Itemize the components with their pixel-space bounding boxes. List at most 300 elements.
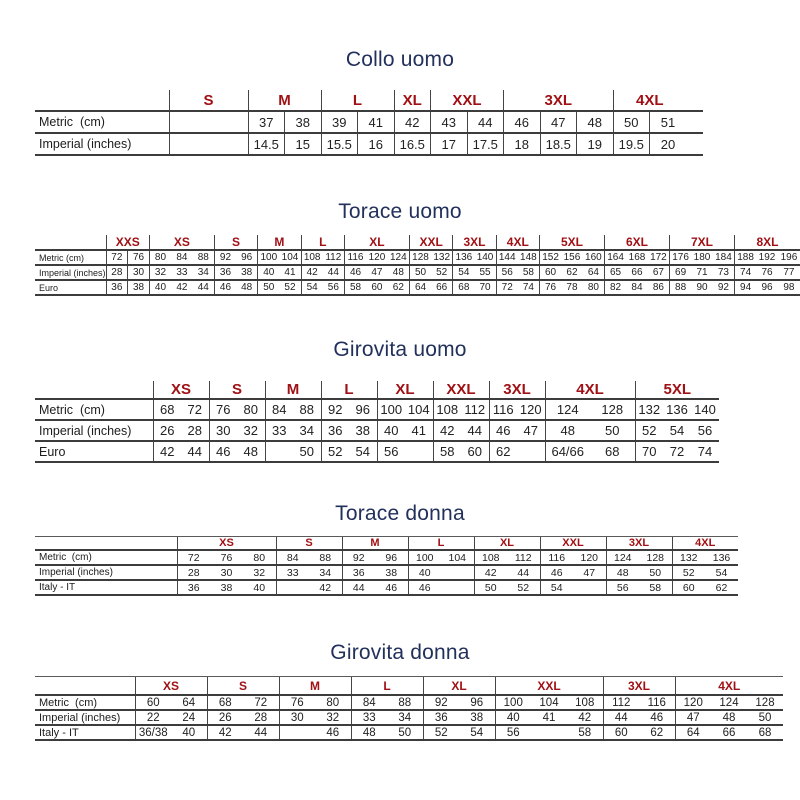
size-cell: 41 xyxy=(358,111,395,133)
size-cell: 16.5 xyxy=(394,133,431,155)
size-cell: 42 xyxy=(153,441,181,462)
size-cell: 46 xyxy=(504,111,541,133)
size-cell: 37 xyxy=(248,111,285,133)
size-cell: 77 xyxy=(778,265,800,280)
size-cell: 136 xyxy=(663,399,691,420)
size-cell: 50 xyxy=(387,725,423,740)
size-cell: 112 xyxy=(323,250,345,265)
size-cell: 33 xyxy=(171,265,193,280)
size-header-girovita-uomo-s: S xyxy=(209,381,265,399)
size-cell: 40 xyxy=(258,265,280,280)
size-cell xyxy=(441,565,474,580)
size-cell: 15 xyxy=(285,133,322,155)
size-cell: 47 xyxy=(517,420,545,441)
size-cell: 50 xyxy=(258,280,280,295)
size-cell: 40 xyxy=(408,565,441,580)
size-cell: 36 xyxy=(423,710,459,725)
size-cell: 44 xyxy=(323,265,345,280)
size-header-collo-uomo-xl: XL xyxy=(394,90,431,111)
size-cell: 120 xyxy=(573,550,606,565)
size-cell: 52 xyxy=(279,280,301,295)
size-cell: 46 xyxy=(315,725,351,740)
size-cell: 88 xyxy=(387,695,423,710)
size-cell: 30 xyxy=(209,420,237,441)
size-cell: 46 xyxy=(489,420,517,441)
size-cell: 112 xyxy=(603,695,639,710)
size-cell: 68 xyxy=(207,695,243,710)
size-cell: 76 xyxy=(210,550,243,565)
size-cell: 51 xyxy=(650,111,687,133)
size-header-girovita-uomo-3xl: 3XL xyxy=(489,381,545,399)
size-header-torace-uomo-xs: XS xyxy=(149,235,214,250)
size-cell: 64 xyxy=(409,280,431,295)
size-header-collo-uomo-4xl: 4XL xyxy=(613,90,686,111)
table-row xyxy=(35,580,738,595)
size-cell: 84 xyxy=(276,550,309,565)
size-header-torace-donna-4xl: 4XL xyxy=(672,537,738,551)
size-cell: 128 xyxy=(639,550,672,565)
size-cell: 28 xyxy=(181,420,209,441)
size-cell: 108 xyxy=(474,550,507,565)
size-cell: 60 xyxy=(135,695,171,710)
size-cell: 32 xyxy=(149,265,171,280)
size-cell: 90 xyxy=(691,280,713,295)
size-header-torace-uomo-xxs: XXS xyxy=(106,235,149,250)
row-label: Imperial (inches) xyxy=(35,420,153,441)
size-cell: 76 xyxy=(756,265,778,280)
size-cell: 116 xyxy=(540,550,573,565)
size-cell: 44 xyxy=(243,725,279,740)
table-row xyxy=(35,420,719,441)
table-title-collo-uomo: Collo uomo xyxy=(345,48,455,71)
size-cell: 108 xyxy=(567,695,603,710)
size-cell: 20 xyxy=(650,133,687,155)
size-cell: 76 xyxy=(209,399,237,420)
size-cell: 68 xyxy=(747,725,783,740)
row-label: Imperial (inches) xyxy=(35,133,169,155)
size-cell: 98 xyxy=(778,280,800,295)
size-cell: 140 xyxy=(691,399,719,420)
size-cell: 56 xyxy=(377,441,405,462)
size-cell: 42 xyxy=(207,725,243,740)
size-cell: 72 xyxy=(243,695,279,710)
size-cell: 58 xyxy=(639,580,672,595)
size-cell: 41 xyxy=(531,710,567,725)
size-cell: 22 xyxy=(135,710,171,725)
size-cell: 26 xyxy=(153,420,181,441)
size-cell: 76 xyxy=(128,250,150,265)
table-title-girovita-uomo: Girovita uomo xyxy=(333,338,467,361)
size-cell: 124 xyxy=(545,399,590,420)
size-cell: 50 xyxy=(474,580,507,595)
size-cell xyxy=(405,441,433,462)
size-cell: 40 xyxy=(495,710,531,725)
row-label: Italy - IT xyxy=(35,725,135,740)
size-cell: 67 xyxy=(648,265,670,280)
table-row xyxy=(35,265,800,280)
size-cell: 54 xyxy=(301,280,323,295)
size-cell: 28 xyxy=(106,265,128,280)
size-cell: 42 xyxy=(474,565,507,580)
size-cell: 96 xyxy=(756,280,778,295)
size-cell: 84 xyxy=(626,280,648,295)
table-row xyxy=(35,441,719,462)
size-cell: 104 xyxy=(441,550,474,565)
size-cell: 184 xyxy=(713,250,735,265)
size-cell: 88 xyxy=(309,550,342,565)
size-header-collo-uomo-m: M xyxy=(248,90,321,111)
size-cell: 92 xyxy=(342,550,375,565)
size-cell: 47 xyxy=(675,710,711,725)
size-header-torace-donna-m: M xyxy=(342,537,408,551)
table-title-girovita-donna: Girovita donna xyxy=(330,641,470,664)
size-cell: 52 xyxy=(321,441,349,462)
table-row xyxy=(35,695,783,710)
size-cell: 55 xyxy=(474,265,496,280)
size-header-girovita-donna-l: L xyxy=(351,677,423,696)
size-cell: 52 xyxy=(672,565,705,580)
size-cell: 132 xyxy=(635,399,663,420)
size-cell: 68 xyxy=(453,280,475,295)
size-cell: 80 xyxy=(237,399,265,420)
size-header-girovita-donna-m: M xyxy=(279,677,351,696)
size-cell: 60 xyxy=(603,725,639,740)
size-cell: 36 xyxy=(214,265,236,280)
corner-cell xyxy=(35,235,106,250)
size-header-torace-uomo-3xl: 3XL xyxy=(453,235,496,250)
row-label: Euro xyxy=(35,441,153,462)
size-cell: 72 xyxy=(663,441,691,462)
size-cell: 100 xyxy=(377,399,405,420)
size-cell: 74 xyxy=(518,280,540,295)
size-cell: 70 xyxy=(635,441,663,462)
size-cell: 26 xyxy=(207,710,243,725)
size-cell: 33 xyxy=(265,420,293,441)
size-cell: 40 xyxy=(171,725,207,740)
size-cell: 54 xyxy=(453,265,475,280)
size-cell: 47 xyxy=(540,111,577,133)
size-cell: 36 xyxy=(342,565,375,580)
size-cell: 104 xyxy=(405,399,433,420)
size-cell: 64 xyxy=(583,265,605,280)
size-cell: 152 xyxy=(539,250,561,265)
size-header-girovita-uomo-xl: XL xyxy=(377,381,433,399)
size-table-collo-uomo xyxy=(35,90,703,156)
size-cell: 50 xyxy=(293,441,321,462)
row-label: Metric (cm) xyxy=(35,111,169,133)
size-cell: 42 xyxy=(567,710,603,725)
size-cell xyxy=(169,111,248,133)
size-cell: 50 xyxy=(639,565,672,580)
size-cell: 92 xyxy=(713,280,735,295)
size-cell: 44 xyxy=(181,441,209,462)
size-cell: 96 xyxy=(375,550,408,565)
size-cell: 62 xyxy=(489,441,517,462)
size-header-girovita-uomo-xs: XS xyxy=(153,381,209,399)
size-cell: 86 xyxy=(648,280,670,295)
size-header-torace-donna-3xl: 3XL xyxy=(606,537,672,551)
size-cell: 34 xyxy=(387,710,423,725)
row-label: Metric (cm) xyxy=(35,550,177,565)
size-table-girovita-donna xyxy=(35,676,783,741)
size-header-girovita-donna-4xl: 4XL xyxy=(675,677,783,696)
section-collo-uomo xyxy=(0,48,800,156)
size-cell: 18.5 xyxy=(540,133,577,155)
size-cell: 164 xyxy=(604,250,626,265)
size-cell: 39 xyxy=(321,111,358,133)
size-cell: 47 xyxy=(366,265,388,280)
size-cell: 56 xyxy=(606,580,639,595)
size-cell: 38 xyxy=(459,710,495,725)
size-cell: 74 xyxy=(691,441,719,462)
size-cell: 112 xyxy=(507,550,540,565)
size-header-girovita-uomo-m: M xyxy=(265,381,321,399)
size-cell: 104 xyxy=(279,250,301,265)
size-header-girovita-donna-xl: XL xyxy=(423,677,495,696)
table-row xyxy=(35,565,738,580)
size-cell: 40 xyxy=(149,280,171,295)
size-header-girovita-uomo-xxl: XXL xyxy=(433,381,489,399)
corner-cell xyxy=(35,677,135,696)
size-cell: 92 xyxy=(423,695,459,710)
size-cell: 54 xyxy=(459,725,495,740)
size-cell: 66 xyxy=(431,280,453,295)
size-cell: 44 xyxy=(467,111,504,133)
size-cell xyxy=(573,580,606,595)
size-cell: 17.5 xyxy=(467,133,504,155)
size-table-torace-donna xyxy=(35,536,738,596)
size-cell: 14.5 xyxy=(248,133,285,155)
size-cell: 72 xyxy=(496,280,518,295)
size-cell: 41 xyxy=(279,265,301,280)
row-label: Metric (cm) xyxy=(35,250,106,265)
size-cell xyxy=(531,725,567,740)
size-cell: 46 xyxy=(214,280,236,295)
size-cell: 17 xyxy=(431,133,468,155)
size-cell: 50 xyxy=(590,420,635,441)
section-torace-uomo xyxy=(0,200,800,296)
size-cell: 76 xyxy=(279,695,315,710)
size-cell: 136 xyxy=(453,250,475,265)
size-cell: 80 xyxy=(243,550,276,565)
section-girovita-uomo xyxy=(0,338,800,463)
size-cell: 52 xyxy=(635,420,663,441)
size-header-torace-uomo-5xl: 5XL xyxy=(539,235,604,250)
size-cell: 19.5 xyxy=(613,133,650,155)
size-cell: 54 xyxy=(663,420,691,441)
size-cell: 72 xyxy=(177,550,210,565)
row-label: Imperial (inches) xyxy=(35,710,135,725)
size-cell: 60 xyxy=(672,580,705,595)
table-row xyxy=(35,550,738,565)
size-cell: 44 xyxy=(461,420,489,441)
table-title-torace-uomo: Torace uomo xyxy=(338,200,462,223)
size-cell: 38 xyxy=(375,565,408,580)
size-cell: 30 xyxy=(128,265,150,280)
size-cell: 40 xyxy=(377,420,405,441)
row-label: Metric (cm) xyxy=(35,399,153,420)
size-cell: 116 xyxy=(639,695,675,710)
size-header-torace-uomo-8xl: 8XL xyxy=(735,235,800,250)
size-cell: 58 xyxy=(567,725,603,740)
size-cell: 42 xyxy=(301,265,323,280)
table-row xyxy=(35,133,703,155)
size-cell: 100 xyxy=(258,250,280,265)
size-cell: 132 xyxy=(672,550,705,565)
size-cell: 62 xyxy=(705,580,738,595)
size-cell: 104 xyxy=(531,695,567,710)
size-cell: 36 xyxy=(321,420,349,441)
size-cell: 136 xyxy=(705,550,738,565)
size-cell: 80 xyxy=(583,280,605,295)
table-row xyxy=(35,725,783,740)
size-cell: 60 xyxy=(539,265,561,280)
size-cell: 168 xyxy=(626,250,648,265)
size-cell: 38 xyxy=(236,265,258,280)
size-cell: 15.5 xyxy=(321,133,358,155)
size-cell: 65 xyxy=(604,265,626,280)
size-cell: 44 xyxy=(603,710,639,725)
size-cell: 84 xyxy=(171,250,193,265)
size-cell: 33 xyxy=(351,710,387,725)
size-cell: 58 xyxy=(433,441,461,462)
size-header-girovita-donna-xs: XS xyxy=(135,677,207,696)
size-header-torace-uomo-xxl: XXL xyxy=(409,235,452,250)
size-cell: 96 xyxy=(459,695,495,710)
size-cell: 42 xyxy=(309,580,342,595)
size-cell: 84 xyxy=(351,695,387,710)
size-cell: 80 xyxy=(315,695,351,710)
size-cell: 120 xyxy=(675,695,711,710)
size-cell: 32 xyxy=(315,710,351,725)
size-cell: 52 xyxy=(423,725,459,740)
size-cell: 60 xyxy=(461,441,489,462)
size-cell: 128 xyxy=(747,695,783,710)
size-cell: 88 xyxy=(670,280,692,295)
size-cell: 30 xyxy=(210,565,243,580)
size-header-girovita-donna-xxl: XXL xyxy=(495,677,603,696)
size-cell: 36 xyxy=(106,280,128,295)
row-label: Metric (cm) xyxy=(35,695,135,710)
size-cell: 62 xyxy=(561,265,583,280)
table-row xyxy=(35,250,800,265)
size-cell: 44 xyxy=(342,580,375,595)
size-cell: 176 xyxy=(670,250,692,265)
size-cell xyxy=(169,133,248,155)
size-cell: 116 xyxy=(344,250,366,265)
size-cell: 46 xyxy=(375,580,408,595)
size-cell: 180 xyxy=(691,250,713,265)
size-cell: 18 xyxy=(504,133,541,155)
size-cell: 43 xyxy=(431,111,468,133)
size-header-torace-donna-xs: XS xyxy=(177,537,276,551)
size-cell xyxy=(441,580,474,595)
size-cell: 48 xyxy=(237,441,265,462)
size-header-torace-donna-s: S xyxy=(276,537,342,551)
size-cell: 69 xyxy=(670,265,692,280)
size-header-girovita-donna-s: S xyxy=(207,677,279,696)
size-header-collo-uomo-s: S xyxy=(169,90,248,111)
size-cell: 36/38 xyxy=(135,725,171,740)
size-header-girovita-uomo-l: L xyxy=(321,381,377,399)
size-cell: 34 xyxy=(309,565,342,580)
size-cell: 48 xyxy=(351,725,387,740)
size-cell: 124 xyxy=(711,695,747,710)
size-cell: 16 xyxy=(358,133,395,155)
section-torace-donna xyxy=(0,502,800,596)
size-cell: 74 xyxy=(735,265,757,280)
size-cell: 50 xyxy=(409,265,431,280)
size-cell: 70 xyxy=(474,280,496,295)
size-cell: 112 xyxy=(461,399,489,420)
size-cell: 34 xyxy=(193,265,215,280)
size-header-torace-uomo-s: S xyxy=(214,235,257,250)
size-cell: 48 xyxy=(236,280,258,295)
size-cell: 132 xyxy=(431,250,453,265)
size-cell: 156 xyxy=(561,250,583,265)
size-header-girovita-donna-3xl: 3XL xyxy=(603,677,675,696)
size-header-collo-uomo-l: L xyxy=(321,90,394,111)
size-cell: 144 xyxy=(496,250,518,265)
size-cell: 48 xyxy=(606,565,639,580)
size-cell: 32 xyxy=(243,565,276,580)
size-cell: 28 xyxy=(177,565,210,580)
size-cell xyxy=(279,725,315,740)
size-header-girovita-uomo-4xl: 4XL xyxy=(545,381,635,399)
size-cell: 72 xyxy=(181,399,209,420)
size-cell: 62 xyxy=(639,725,675,740)
table-row xyxy=(35,111,703,133)
size-cell: 96 xyxy=(349,399,377,420)
size-cell: 19 xyxy=(577,133,614,155)
size-cell: 100 xyxy=(408,550,441,565)
size-cell: 56 xyxy=(691,420,719,441)
size-cell: 48 xyxy=(545,420,590,441)
size-cell: 33 xyxy=(276,565,309,580)
size-cell: 48 xyxy=(388,265,410,280)
size-header-torace-uomo-m: M xyxy=(258,235,301,250)
size-cell: 42 xyxy=(433,420,461,441)
table-row xyxy=(35,399,719,420)
size-cell: 42 xyxy=(394,111,431,133)
size-cell: 192 xyxy=(756,250,778,265)
corner-cell xyxy=(35,537,177,551)
size-header-torace-uomo-xl: XL xyxy=(344,235,409,250)
size-cell xyxy=(276,580,309,595)
size-cell: 56 xyxy=(495,725,531,740)
size-cell: 100 xyxy=(495,695,531,710)
size-cell: 88 xyxy=(193,250,215,265)
size-cell: 38 xyxy=(128,280,150,295)
corner-cell xyxy=(35,381,153,399)
size-cell: 92 xyxy=(214,250,236,265)
size-cell: 38 xyxy=(285,111,322,133)
size-cell: 38 xyxy=(349,420,377,441)
table-row xyxy=(35,280,800,295)
size-cell: 52 xyxy=(431,265,453,280)
size-cell: 80 xyxy=(149,250,171,265)
size-header-torace-uomo-7xl: 7XL xyxy=(670,235,735,250)
size-cell: 40 xyxy=(243,580,276,595)
size-cell: 82 xyxy=(604,280,626,295)
size-cell: 41 xyxy=(405,420,433,441)
size-cell: 108 xyxy=(301,250,323,265)
size-cell: 96 xyxy=(236,250,258,265)
size-cell: 62 xyxy=(388,280,410,295)
size-cell: 124 xyxy=(388,250,410,265)
size-cell: 54 xyxy=(705,565,738,580)
size-cell: 64/66 xyxy=(545,441,590,462)
